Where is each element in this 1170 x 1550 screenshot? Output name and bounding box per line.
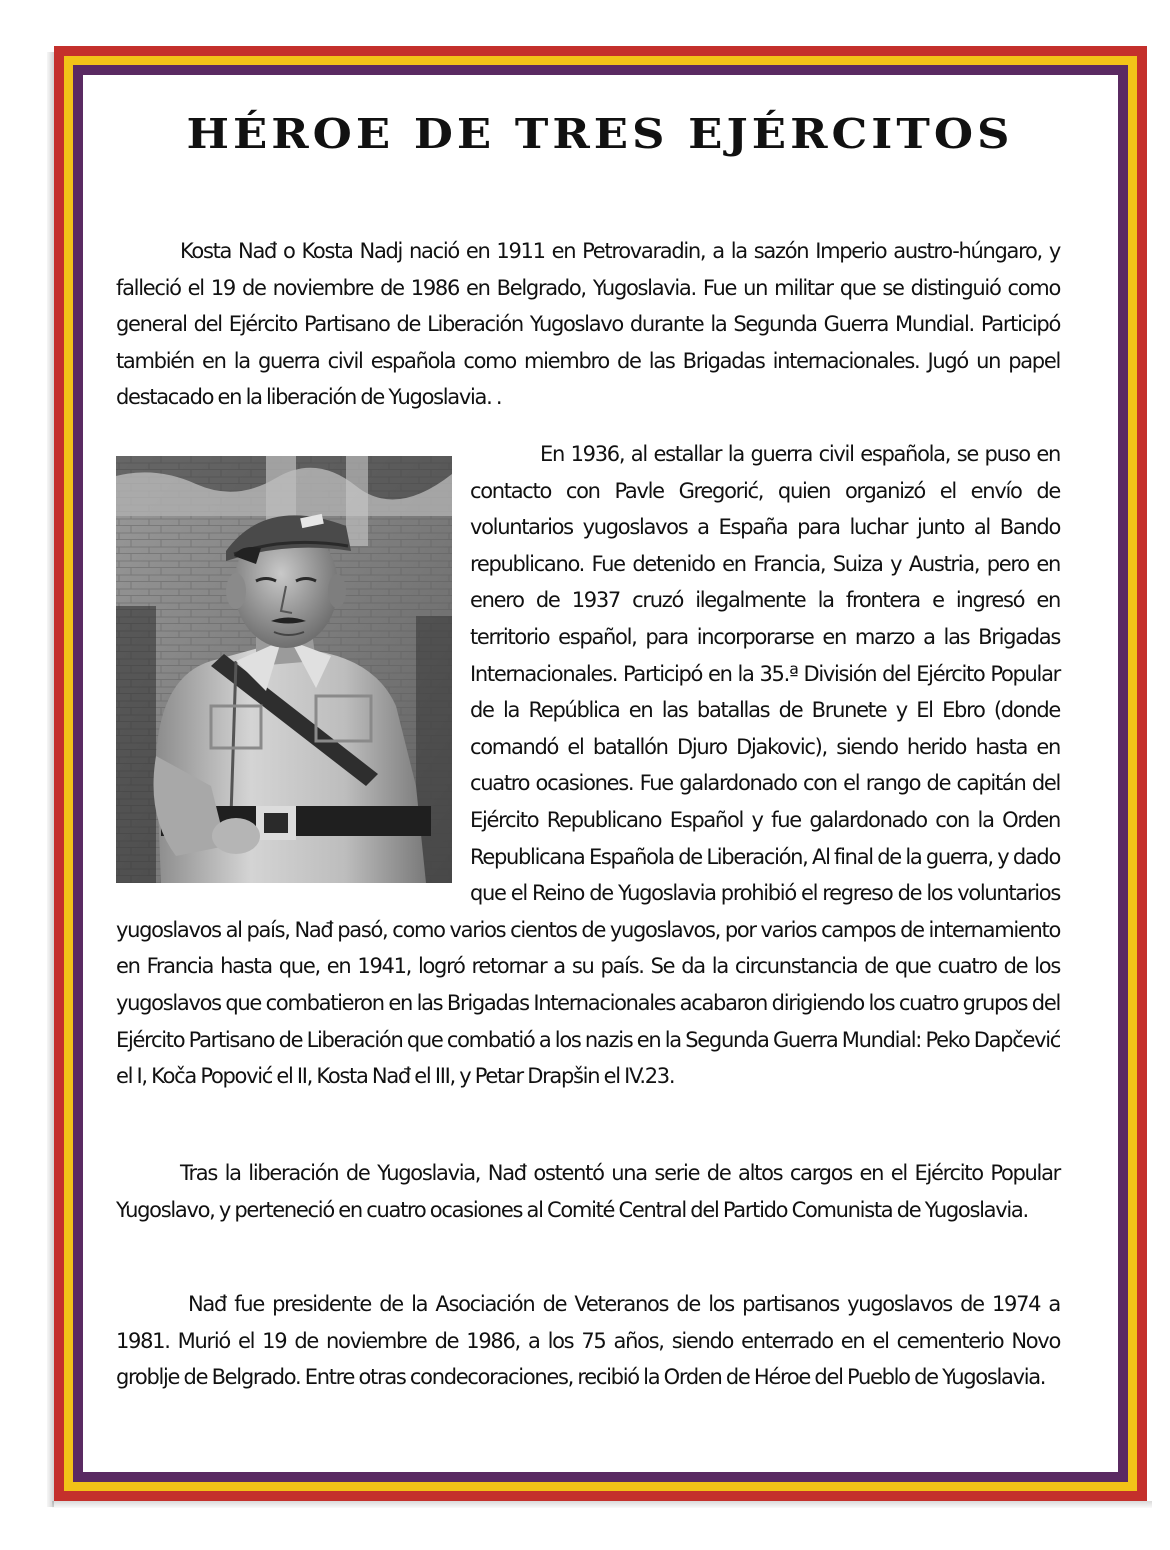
- portrait-photo-image: [116, 456, 452, 883]
- paragraph-intro: Kosta Nađ o Kosta Nadj nació en 1911 en Petrovaradin, a la sazón Imperio austro-húngaro, y falleció el 19 de noviembre de 1986 en Belgrado, Yugoslavia. Fue un militar que se distinguió como general del Ejército Partisano de Liberación Yugoslavo durante la Segunda Guerra Mundial. Participó también en la guerra civil española como miembro de las Brigadas internacionales. Jugó un papel destacado en la liberación de Yugoslavia. .: [116, 239, 1060, 410]
- paragraph-civil-war-text: En 1936, al estallar la guerra civil española, se puso en contacto con Pavle Gregorić, quien organizó el envío de voluntarios yugoslavos a España para luchar junto al Bando republicano. Fue detenido en Francia, Suiza y Austria, pero en enero de 1937 cruzó ilegalmente la frontera e ingresó en territorio español, para incorporarse en marzo a las Brigadas Internacionales. Participó en la 35.ª División del Ejército Popular de la República en las batallas de Brunete y El Ebro (donde comandó el batallón Djuro Djakovic), siendo herido hasta en cuatro ocasiones. Fue galardonado con el rango de capitán del Ejército Republicano Español y fue galardonado con la Orden Republicana Española de Liberación, Al final de la guerra, y dado que el Reino de Yugoslavia prohibió el regreso de los voluntarios yugoslavos al país, Nađ pasó, como varios cientos de yugoslavos, por varios campos de internamiento en Francia hasta que, en 1941, logró retornar a su país. Se da la circunstancia de que cuatro de los yugoslavos que combatieron en las Brigadas Internacionales acabaron dirigiendo los cuatro grupos del Ejército Partisano de Liberación que combatió a los nazis en la Segunda Guerra Mundial: Peko Dapčević el I, Koča Popović el II, Kosta Nađ el III, y Petar Drapšin el IV.23.: [116, 442, 1060, 1089]
- paragraph-civil-war: [116, 436, 1060, 1095]
- page-shadow-left: [47, 52, 54, 1507]
- page-shadow-bottom: [52, 1501, 1152, 1508]
- page-title: HÉROE DE TRES EJÉRCITOS: [186, 109, 1014, 158]
- portrait-photo: [116, 456, 452, 883]
- paragraph-veterans: Nađ fue presidente de la Asociación de Veteranos de los partisanos yugoslavos de 1974 a 1981. Murió el 19 de noviembre de 1986, a los 75 años, siendo enterrado en el cementerio Novo groblje de Belgrado. Entre otras condecoraciones, recibió la Orden de Héroe del Pueblo de Yugoslavia.: [116, 1292, 1060, 1390]
- paragraph-after-liberation: Tras la liberación de Yugoslavia, Nađ ostentó una serie de altos cargos en el Ejército Popular Yugoslavo, y perteneció en cuatro ocasiones al Comité Central del Partido Comunista de Yugoslavia.: [116, 1161, 1060, 1222]
